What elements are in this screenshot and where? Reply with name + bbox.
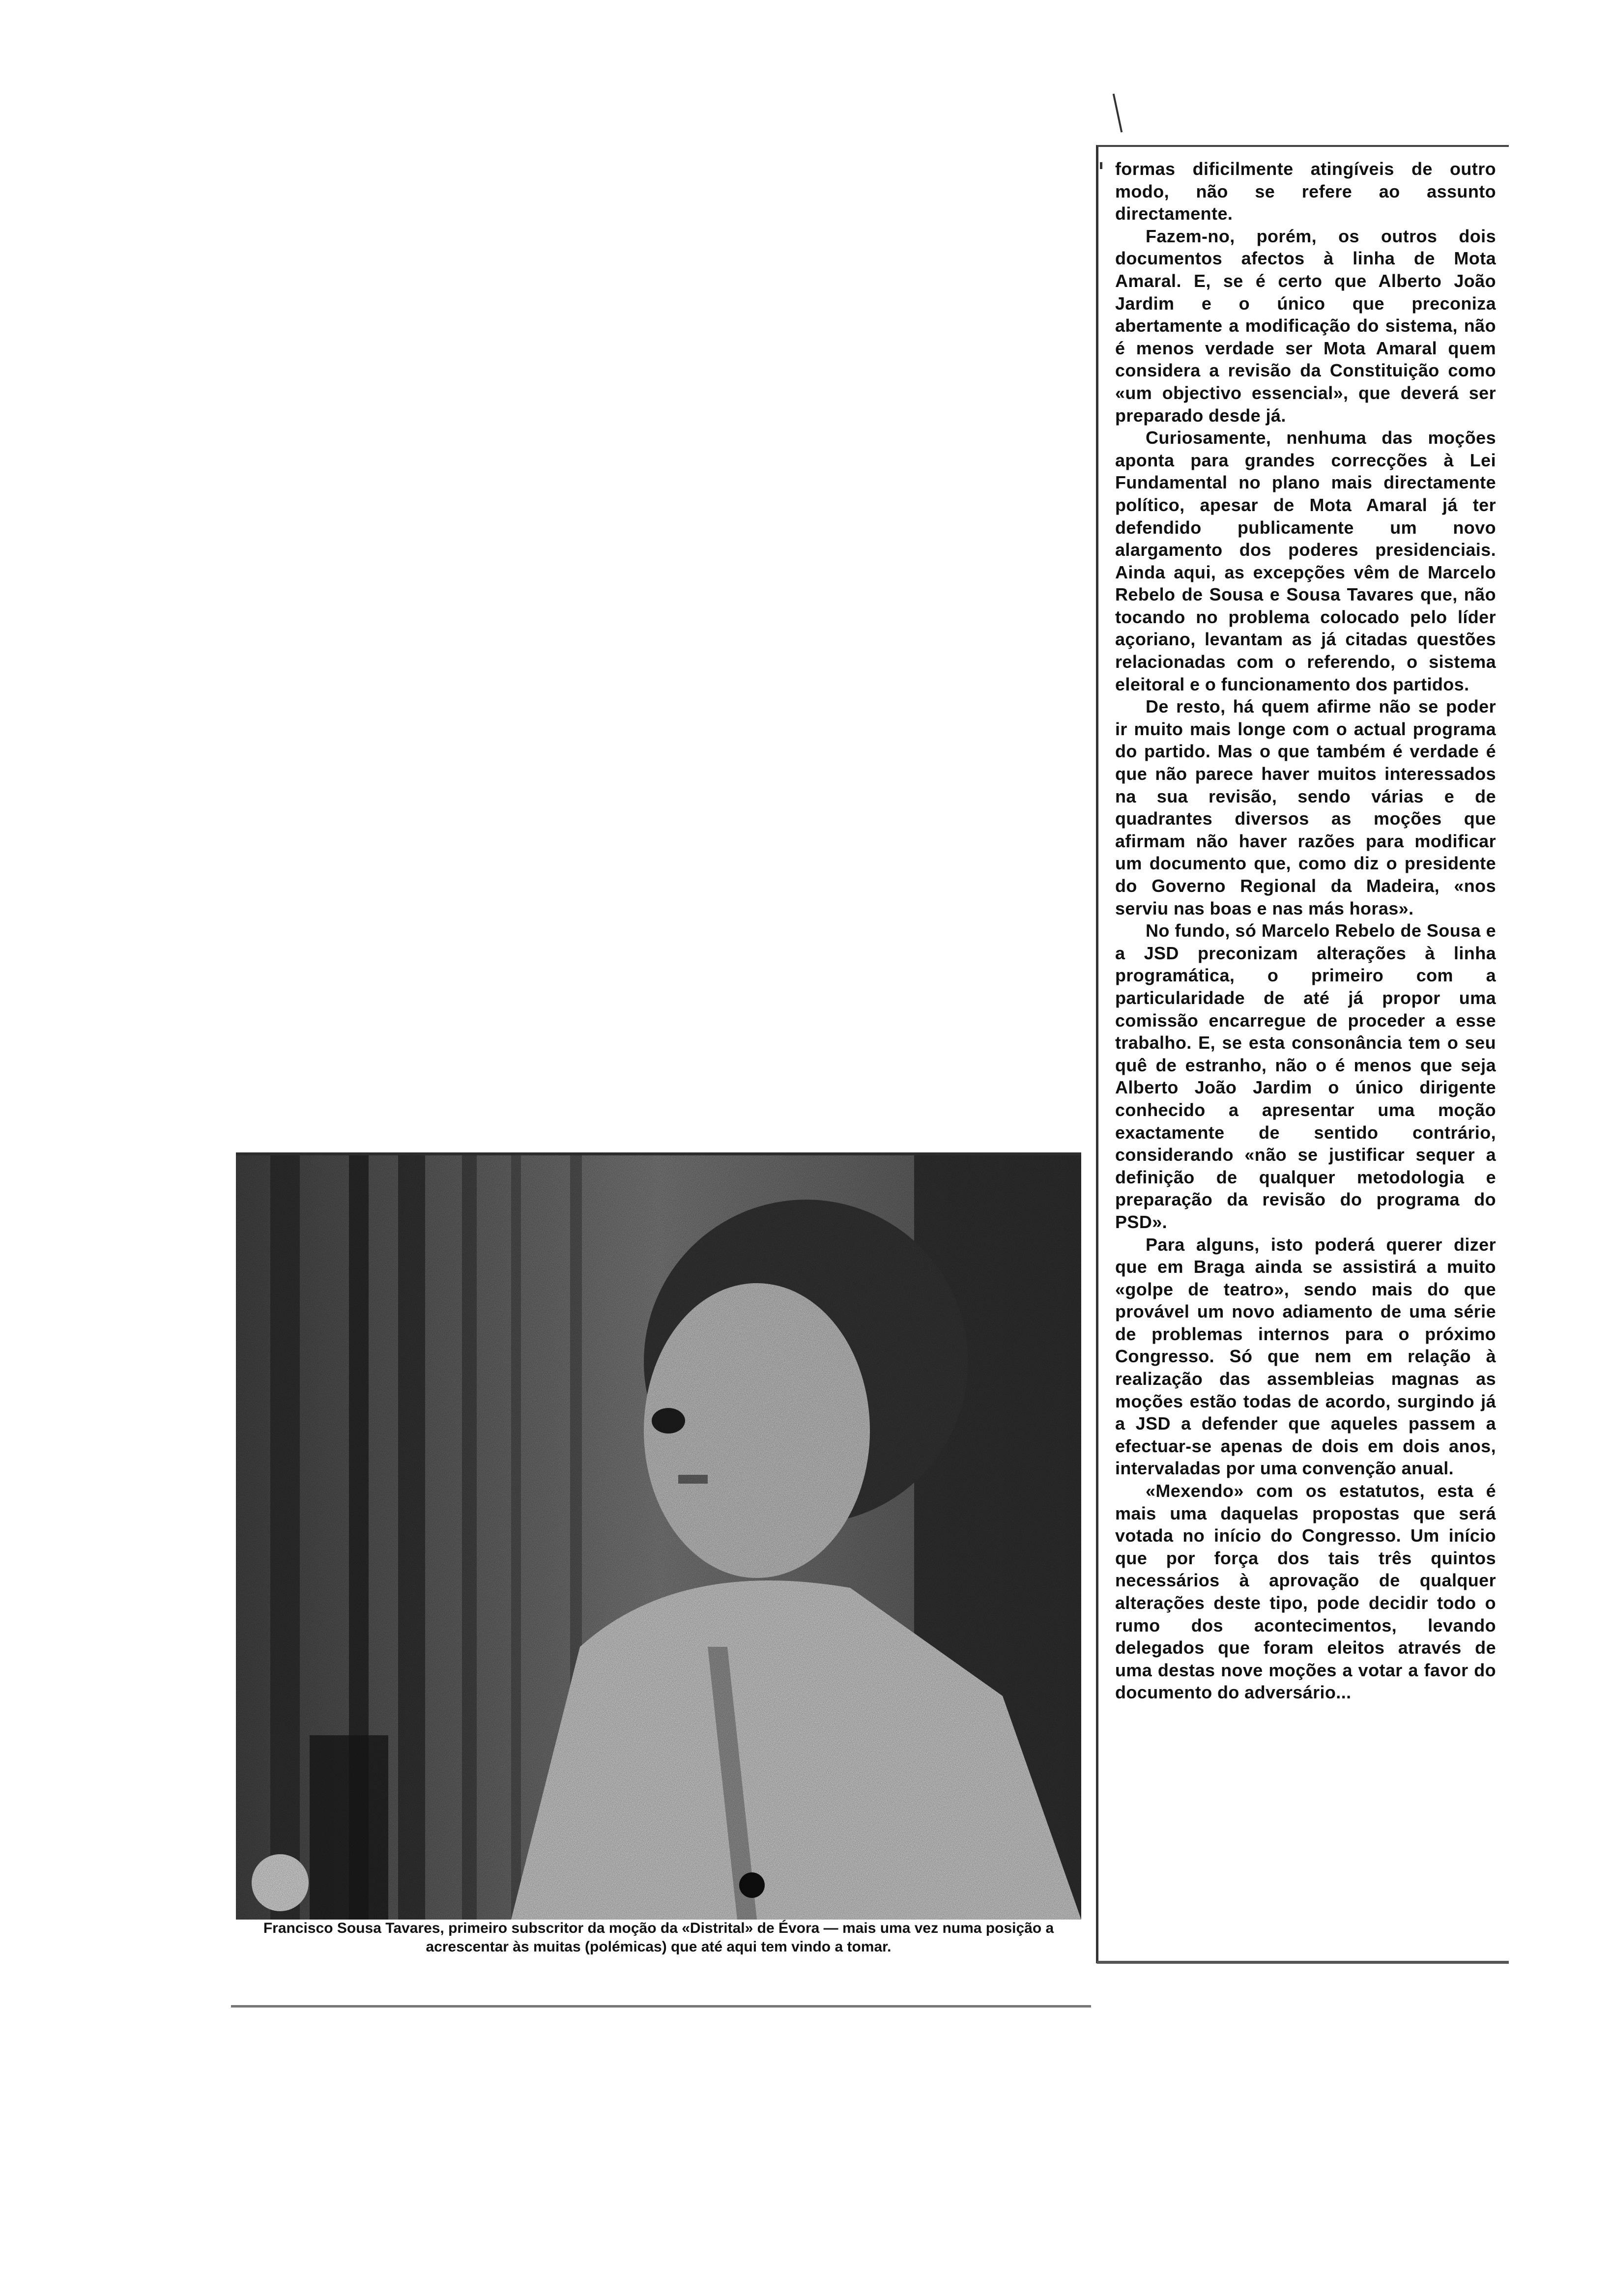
photo-caption: Francisco Sousa Tavares, primeiro subscritor da moção da «Distrital» de Évora — mais uma vez numa posição a acrescentar às muitas (polémicas) que até aqui tem vindo a tomar. bbox=[263, 1920, 1054, 1955]
caption-bottom-rule bbox=[231, 2005, 1091, 2008]
scan-mark bbox=[1113, 93, 1123, 132]
article-paragraph-5: No fundo, só Marcelo Rebelo de Sousa e a JSD preconizam alterações à linha programática, o primeiro com a particularidade de até já propor uma comissão encarregue de proceder a esse trabalho. E, se esta consonância tem o seu quê de estranho, não o é menos que seja Alberto João Jardim o único dirigente conhecido a apresentar uma moção exactamente de sentido contrário, considerando «não se justificar sequer a definição de qualquer metodologia e preparação da revisão do programa do PSD». bbox=[1115, 920, 1496, 1232]
article-column bbox=[1096, 145, 1509, 1963]
portrait-photo-graphic bbox=[236, 1155, 1081, 1920]
article-paragraph-4: De resto, há quem afirme não se poder ir muito mais longe com o actual programa do partido. Mas o que também é verdade é que não parece haver muitos interessados na sua revisão, sendo várias e de quadrantes diversos as moções que afirmam não haver razões para modificar um documento que, como diz o presidente do Governo Regional da Madeira, «nos serviu nas boas e nas más horas». bbox=[1115, 696, 1496, 918]
news-photo bbox=[236, 1152, 1081, 1920]
article-paragraph-2: Fazem-no, porém, os outros dois documentos afectos à linha de Mota Amaral. E, se é certo que Alberto João Jardim e o único que preconiza abertamente a modificação do sistema, não é menos verdade ser Mota Amaral quem considera a revisão da Constituição como «um objectivo essencial», que deverá ser preparado desde já. bbox=[1115, 226, 1496, 426]
article-paragraph-1: formas dificilmente atingíveis de outro modo, não se refere ao assunto directamente. bbox=[1115, 159, 1496, 224]
column-bottom-rule bbox=[1097, 1961, 1509, 1964]
article-paragraph-7: «Mexendo» com os estatutos, esta é mais uma daquelas propostas que será votada no início do Congresso. Um início que por força dos tais três quintos necessários à aprovação de qualquer alterações deste tipo, pode decidir todo o rumo dos acontecimentos, levando delegados que foram eleitos através de uma destas nove moções a votar a favor do documento do adversário... bbox=[1115, 1481, 1496, 1703]
article-paragraph-3: Curiosamente, nenhuma das moções aponta para grandes correcções à Lei Fundamental no plano mais directamente político, apesar de Mota Amaral já ter defendido publicamente um novo alargamento dos poderes presidenciais. Ainda aqui, as excepções vêm de Marcelo Rebelo de Sousa e Sousa Tavares que, não tocando no problema colocado pelo líder açoriano, levantam as já citadas questões relacionadas com o referendo, o sistema eleitoral e o funcionamento dos partidos. bbox=[1115, 428, 1496, 694]
article-paragraph-6: Para alguns, isto poderá querer dizer que em Braga ainda se assistirá a muito «golpe de teatro», sendo mais do que provável um novo adiamento de uma série de problemas internos para o próximo Congresso. Só que nem em relação à realização das assembleias magnas as moções estão todas de acordo, surgindo já a JSD a defender que aqueles passem a efectuar-se apenas de dois em dois anos, intervaladas por uma convenção anual. bbox=[1115, 1234, 1496, 1479]
